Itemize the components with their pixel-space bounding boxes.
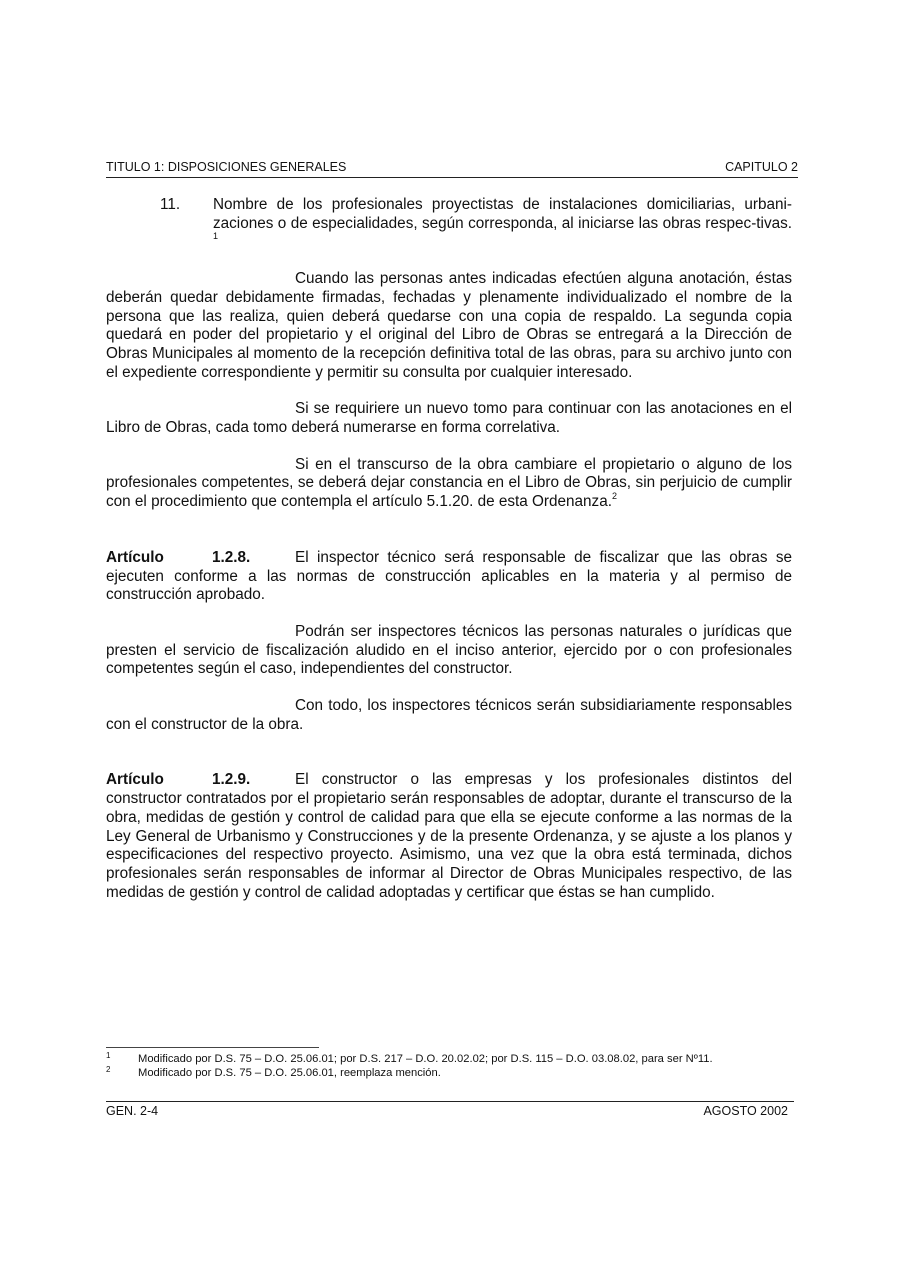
article-text: El inspector técnico será responsable de fiscalizar que las obras se ejecuten conforme a las normas de construcción aplicables en la materia y al permiso de construcción aprobado. xyxy=(106,548,792,604)
paragraph-annotations: Cuando las personas antes indicadas efectúen alguna anotación, éstas deberán quedar debidamente firmadas, fechadas y plenamente individualizado el nombre de la persona que las realiza, quien deberá quedarse con una copia de respaldo. La segunda copia quedará en poder del propietario y el original del Libro de Obras se entregará a la Dirección de Obras Municipales al momento de la recepción definitiva total de las obras, para su archivo junto con el expediente correspondiente y permitir su consulta por cualquier interesado. xyxy=(106,270,792,381)
footer-page-id: GEN. 2-4 xyxy=(106,1104,159,1118)
header-chapter: CAPITULO 2 xyxy=(725,160,798,174)
header-title: TITULO 1: DISPOSICIONES GENERALES xyxy=(106,160,347,174)
article-label: Artículo xyxy=(106,771,164,789)
paragraph-owner-change-text: Si en el transcurso de la obra cambiare el propietario o alguno de los profesionales competentes, se deberá dejar constancia en el Libro de Obras, sin perjuicio de cumplir con el procedimiento que contempla el artículo 5.1.20. de esta Ordenanza. xyxy=(106,455,792,511)
article-number: 1.2.8. xyxy=(212,548,251,566)
article-1-2-8-paragraph-2: Podrán ser inspectores técnicos las personas naturales o jurídicas que presten el servicio de fiscalización aludido en el inciso anterior, ejercido por o con profesionales competentes según el caso, independientes del constructor. xyxy=(106,622,792,678)
footnote-text: Modificado por D.S. 75 – D.O. 25.06.01; por D.S. 217 – D.O. 20.02.02; por D.S. 115 – D.O. 03.08.02, para ser Nº11. xyxy=(138,1053,713,1065)
footnote-2 xyxy=(106,1066,796,1080)
list-item-number: 11. xyxy=(160,196,181,213)
paragraph-owner-change xyxy=(106,456,792,512)
footer-date: AGOSTO 2002 xyxy=(703,1104,788,1118)
article-text: El constructor o las empresas y los profesionales distintos del constructor contratados por el propietario serán responsables de adoptar, durante el transcurso de la obra, medidas de gestión y control de calidad para que ella se ejecute conforme a las normas de la Ley General de Urbanismo y Construcciones y de la presente Ordenanza, y se ajuste a los planos y especificaciones del respectivo proyecto. Asimismo, una vez que la obra está terminada, dichos profesionales serán responsables de informar al Director de Obras Municipales respectivo, de las medidas de gestión y control de calidad adoptadas y certificar que éstas se han cumplido. xyxy=(106,771,792,901)
running-footer xyxy=(106,1101,794,1118)
article-1-2-8-paragraph-3: Con todo, los inspectores técnicos serán subsidiariamente responsables con el constructor de la obra. xyxy=(106,697,792,733)
list-item-11 xyxy=(106,196,792,252)
footnote-1 xyxy=(106,1052,796,1066)
footnote-separator xyxy=(106,1047,319,1048)
footnotes xyxy=(106,1052,796,1080)
running-header xyxy=(106,160,798,178)
list-item-text: Nombre de los profesionales proyectistas de instalaciones domiciliarias, urbani-zaciones o de especialidades, según corresponda, al iniciarse las obras respec-tivas. xyxy=(213,196,792,232)
article-label: Artículo xyxy=(106,548,164,566)
footnote-ref-1: 1 xyxy=(213,231,219,242)
footnote-ref-2: 2 xyxy=(611,491,617,502)
footnote-mark: 2 xyxy=(106,1065,111,1074)
body-content xyxy=(106,196,792,902)
article-number: 1.2.9. xyxy=(212,771,251,789)
article-1-2-8 xyxy=(106,549,792,605)
paragraph-new-volume: Si se requiriere un nuevo tomo para continuar con las anotaciones en el Libro de Obras, cada tomo deberá numerarse en forma correlativa. xyxy=(106,400,792,437)
article-1-2-9 xyxy=(106,771,792,902)
footnote-text: Modificado por D.S. 75 – D.O. 25.06.01, reemplaza mención. xyxy=(138,1067,441,1079)
footnote-mark: 1 xyxy=(106,1051,111,1060)
